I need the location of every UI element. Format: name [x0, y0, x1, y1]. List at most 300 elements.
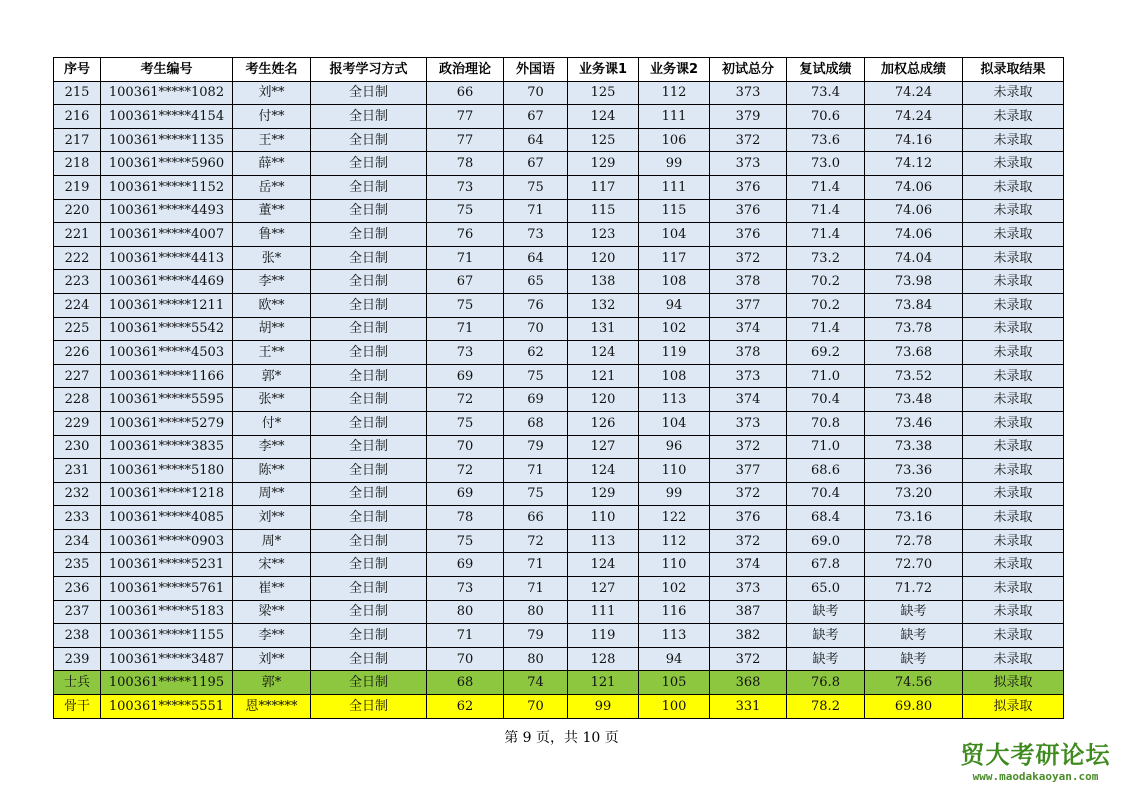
cell-candidate-id: 100361*****4493 — [101, 199, 233, 223]
cell-subject-2: 113 — [639, 624, 710, 648]
cell-candidate-name: 陈** — [233, 459, 311, 483]
cell-serial: 218 — [54, 152, 101, 176]
cell-subject-1: 132 — [568, 293, 639, 317]
cell-foreign-language: 70 — [504, 81, 568, 105]
header-row — [54, 58, 1064, 82]
cell-serial: 227 — [54, 364, 101, 388]
cell-subject-1: 124 — [568, 341, 639, 365]
cell-foreign-language: 74 — [504, 671, 568, 695]
cell-serial: 219 — [54, 175, 101, 199]
header-candidate-name: 考生姓名 — [233, 58, 311, 82]
header-initial-total: 初试总分 — [710, 58, 787, 82]
cell-politics: 77 — [427, 128, 504, 152]
cell-subject-1: 121 — [568, 364, 639, 388]
cell-candidate-name: 薛** — [233, 152, 311, 176]
cell-subject-2: 116 — [639, 600, 710, 624]
cell-candidate-name: 崔** — [233, 577, 311, 601]
cell-weighted-total: 74.06 — [865, 199, 963, 223]
cell-candidate-name: 王** — [233, 341, 311, 365]
cell-retest-score: 70.2 — [787, 293, 865, 317]
cell-candidate-name: 李** — [233, 270, 311, 294]
cell-candidate-id: 100361*****5231 — [101, 553, 233, 577]
cell-foreign-language: 73 — [504, 223, 568, 247]
cell-candidate-id: 100361*****5180 — [101, 459, 233, 483]
cell-candidate-name: 李** — [233, 435, 311, 459]
cell-admission-result: 未录取 — [963, 175, 1064, 199]
cell-candidate-id: 100361*****3835 — [101, 435, 233, 459]
cell-study-mode: 全日制 — [311, 624, 427, 648]
table-row — [54, 506, 1064, 530]
cell-study-mode: 全日制 — [311, 105, 427, 129]
cell-admission-result: 未录取 — [963, 364, 1064, 388]
table-row — [54, 128, 1064, 152]
cell-initial-total: 374 — [710, 553, 787, 577]
cell-initial-total: 377 — [710, 459, 787, 483]
cell-politics: 69 — [427, 364, 504, 388]
cell-candidate-id: 100361*****1155 — [101, 624, 233, 648]
cell-study-mode: 全日制 — [311, 529, 427, 553]
header-retest-score: 复试成绩 — [787, 58, 865, 82]
cell-serial: 216 — [54, 105, 101, 129]
cell-initial-total: 376 — [710, 506, 787, 530]
table-row — [54, 624, 1064, 648]
cell-serial: 231 — [54, 459, 101, 483]
cell-admission-result: 未录取 — [963, 647, 1064, 671]
cell-politics: 66 — [427, 81, 504, 105]
cell-candidate-id: 100361*****5183 — [101, 600, 233, 624]
cell-study-mode: 全日制 — [311, 270, 427, 294]
cell-candidate-id: 100361*****4085 — [101, 506, 233, 530]
cell-retest-score: 71.4 — [787, 199, 865, 223]
cell-candidate-id: 100361*****5542 — [101, 317, 233, 341]
cell-admission-result: 未录取 — [963, 199, 1064, 223]
header-weighted-total: 加权总成绩 — [865, 58, 963, 82]
cell-retest-score: 73.2 — [787, 246, 865, 270]
cell-politics: 73 — [427, 341, 504, 365]
cell-subject-2: 108 — [639, 270, 710, 294]
cell-retest-score: 71.4 — [787, 317, 865, 341]
cell-foreign-language: 80 — [504, 647, 568, 671]
cell-retest-score: 73.6 — [787, 128, 865, 152]
cell-serial: 士兵 — [54, 671, 101, 695]
cell-admission-result: 未录取 — [963, 624, 1064, 648]
table-row — [54, 435, 1064, 459]
cell-retest-score: 67.8 — [787, 553, 865, 577]
cell-politics: 77 — [427, 105, 504, 129]
cell-foreign-language: 79 — [504, 624, 568, 648]
cell-retest-score: 70.4 — [787, 482, 865, 506]
cell-weighted-total: 73.38 — [865, 435, 963, 459]
table-row — [54, 482, 1064, 506]
cell-retest-score: 缺考 — [787, 647, 865, 671]
cell-serial: 238 — [54, 624, 101, 648]
header-foreign-language: 外国语 — [504, 58, 568, 82]
cell-subject-1: 123 — [568, 223, 639, 247]
cell-politics: 75 — [427, 529, 504, 553]
table-row — [54, 175, 1064, 199]
table-row — [54, 459, 1064, 483]
table-row — [54, 695, 1064, 719]
cell-candidate-id: 100361*****4413 — [101, 246, 233, 270]
cell-admission-result: 未录取 — [963, 600, 1064, 624]
cell-foreign-language: 79 — [504, 435, 568, 459]
cell-initial-total: 372 — [710, 246, 787, 270]
cell-admission-result: 拟录取 — [963, 671, 1064, 695]
cell-politics: 72 — [427, 388, 504, 412]
cell-candidate-id: 100361*****1195 — [101, 671, 233, 695]
cell-politics: 70 — [427, 435, 504, 459]
cell-foreign-language: 71 — [504, 553, 568, 577]
cell-initial-total: 372 — [710, 482, 787, 506]
cell-subject-1: 124 — [568, 553, 639, 577]
cell-initial-total: 372 — [710, 435, 787, 459]
cell-politics: 69 — [427, 553, 504, 577]
header-study-mode: 报考学习方式 — [311, 58, 427, 82]
cell-retest-score: 70.4 — [787, 388, 865, 412]
cell-candidate-name: 周** — [233, 482, 311, 506]
cell-initial-total: 377 — [710, 293, 787, 317]
cell-subject-1: 125 — [568, 81, 639, 105]
cell-foreign-language: 76 — [504, 293, 568, 317]
cell-retest-score: 71.4 — [787, 175, 865, 199]
cell-study-mode: 全日制 — [311, 317, 427, 341]
cell-study-mode: 全日制 — [311, 577, 427, 601]
cell-politics: 68 — [427, 671, 504, 695]
cell-foreign-language: 80 — [504, 600, 568, 624]
cell-initial-total: 374 — [710, 388, 787, 412]
cell-subject-2: 102 — [639, 317, 710, 341]
cell-initial-total: 373 — [710, 81, 787, 105]
cell-retest-score: 缺考 — [787, 624, 865, 648]
cell-admission-result: 未录取 — [963, 553, 1064, 577]
cell-serial: 225 — [54, 317, 101, 341]
cell-candidate-name: 梁** — [233, 600, 311, 624]
cell-candidate-id: 100361*****1082 — [101, 81, 233, 105]
cell-admission-result: 未录取 — [963, 246, 1064, 270]
cell-subject-2: 96 — [639, 435, 710, 459]
cell-retest-score: 69.2 — [787, 341, 865, 365]
cell-serial: 229 — [54, 411, 101, 435]
cell-serial: 236 — [54, 577, 101, 601]
cell-initial-total: 372 — [710, 529, 787, 553]
cell-subject-2: 104 — [639, 223, 710, 247]
cell-subject-1: 111 — [568, 600, 639, 624]
cell-politics: 73 — [427, 175, 504, 199]
cell-politics: 80 — [427, 600, 504, 624]
cell-subject-1: 138 — [568, 270, 639, 294]
cell-study-mode: 全日制 — [311, 175, 427, 199]
cell-initial-total: 368 — [710, 671, 787, 695]
cell-politics: 70 — [427, 647, 504, 671]
cell-candidate-id: 100361*****1211 — [101, 293, 233, 317]
cell-candidate-name: 付* — [233, 411, 311, 435]
table-row — [54, 293, 1064, 317]
cell-study-mode: 全日制 — [311, 600, 427, 624]
cell-serial: 237 — [54, 600, 101, 624]
cell-study-mode: 全日制 — [311, 341, 427, 365]
cell-weighted-total: 71.72 — [865, 577, 963, 601]
cell-weighted-total: 73.48 — [865, 388, 963, 412]
header-serial: 序号 — [54, 58, 101, 82]
cell-admission-result: 未录取 — [963, 388, 1064, 412]
cell-initial-total: 373 — [710, 152, 787, 176]
cell-weighted-total: 72.70 — [865, 553, 963, 577]
cell-politics: 72 — [427, 459, 504, 483]
cell-politics: 75 — [427, 199, 504, 223]
cell-candidate-name: 李** — [233, 624, 311, 648]
cell-admission-result: 未录取 — [963, 482, 1064, 506]
cell-serial: 223 — [54, 270, 101, 294]
cell-serial: 228 — [54, 388, 101, 412]
cell-politics: 73 — [427, 577, 504, 601]
cell-study-mode: 全日制 — [311, 128, 427, 152]
cell-initial-total: 373 — [710, 577, 787, 601]
cell-foreign-language: 67 — [504, 152, 568, 176]
cell-subject-2: 112 — [639, 529, 710, 553]
cell-admission-result: 未录取 — [963, 435, 1064, 459]
cell-candidate-name: 郭* — [233, 364, 311, 388]
cell-weighted-total: 74.24 — [865, 81, 963, 105]
cell-subject-2: 94 — [639, 647, 710, 671]
cell-candidate-id: 100361*****3487 — [101, 647, 233, 671]
cell-candidate-id: 100361*****1166 — [101, 364, 233, 388]
table-row — [54, 341, 1064, 365]
cell-foreign-language: 65 — [504, 270, 568, 294]
cell-admission-result: 未录取 — [963, 223, 1064, 247]
cell-retest-score: 76.8 — [787, 671, 865, 695]
cell-subject-1: 115 — [568, 199, 639, 223]
cell-admission-result: 未录取 — [963, 411, 1064, 435]
watermark-url: www.maodakaoyan.com — [972, 770, 1099, 783]
cell-initial-total: 373 — [710, 411, 787, 435]
cell-serial: 221 — [54, 223, 101, 247]
cell-study-mode: 全日制 — [311, 411, 427, 435]
cell-study-mode: 全日制 — [311, 293, 427, 317]
cell-candidate-name: 刘** — [233, 506, 311, 530]
cell-subject-2: 113 — [639, 388, 710, 412]
cell-weighted-total: 74.04 — [865, 246, 963, 270]
cell-foreign-language: 70 — [504, 695, 568, 719]
cell-initial-total: 376 — [710, 223, 787, 247]
cell-subject-2: 108 — [639, 364, 710, 388]
cell-subject-1: 124 — [568, 459, 639, 483]
cell-candidate-name: 张* — [233, 246, 311, 270]
cell-admission-result: 未录取 — [963, 152, 1064, 176]
cell-initial-total: 376 — [710, 175, 787, 199]
cell-candidate-name: 岳** — [233, 175, 311, 199]
cell-subject-2: 104 — [639, 411, 710, 435]
cell-retest-score: 78.2 — [787, 695, 865, 719]
header-admission-result: 拟录取结果 — [963, 58, 1064, 82]
header-politics: 政治理论 — [427, 58, 504, 82]
cell-admission-result: 未录取 — [963, 81, 1064, 105]
cell-subject-1: 99 — [568, 695, 639, 719]
cell-serial: 232 — [54, 482, 101, 506]
header-candidate-id: 考生编号 — [101, 58, 233, 82]
cell-subject-1: 117 — [568, 175, 639, 199]
table-row — [54, 105, 1064, 129]
cell-initial-total: 376 — [710, 199, 787, 223]
cell-candidate-id: 100361*****1218 — [101, 482, 233, 506]
cell-subject-2: 115 — [639, 199, 710, 223]
cell-candidate-id: 100361*****4469 — [101, 270, 233, 294]
cell-subject-1: 125 — [568, 128, 639, 152]
cell-retest-score: 缺考 — [787, 600, 865, 624]
cell-politics: 67 — [427, 270, 504, 294]
cell-politics: 75 — [427, 411, 504, 435]
cell-retest-score: 70.2 — [787, 270, 865, 294]
cell-study-mode: 全日制 — [311, 459, 427, 483]
cell-subject-1: 113 — [568, 529, 639, 553]
cell-candidate-name: 欧** — [233, 293, 311, 317]
cell-initial-total: 373 — [710, 364, 787, 388]
table-row — [54, 246, 1064, 270]
cell-study-mode: 全日制 — [311, 246, 427, 270]
cell-subject-2: 99 — [639, 482, 710, 506]
cell-politics: 62 — [427, 695, 504, 719]
cell-serial: 骨干 — [54, 695, 101, 719]
table-row — [54, 199, 1064, 223]
cell-subject-2: 117 — [639, 246, 710, 270]
cell-initial-total: 382 — [710, 624, 787, 648]
cell-weighted-total: 74.12 — [865, 152, 963, 176]
cell-admission-result: 未录取 — [963, 128, 1064, 152]
cell-initial-total: 387 — [710, 600, 787, 624]
cell-study-mode: 全日制 — [311, 364, 427, 388]
cell-admission-result: 未录取 — [963, 529, 1064, 553]
cell-subject-2: 110 — [639, 553, 710, 577]
cell-serial: 215 — [54, 81, 101, 105]
cell-foreign-language: 71 — [504, 577, 568, 601]
cell-study-mode: 全日制 — [311, 223, 427, 247]
cell-study-mode: 全日制 — [311, 482, 427, 506]
cell-subject-2: 112 — [639, 81, 710, 105]
cell-subject-2: 102 — [639, 577, 710, 601]
cell-candidate-name: 张** — [233, 388, 311, 412]
cell-foreign-language: 62 — [504, 341, 568, 365]
cell-foreign-language: 68 — [504, 411, 568, 435]
cell-subject-2: 111 — [639, 105, 710, 129]
cell-politics: 78 — [427, 506, 504, 530]
cell-serial: 224 — [54, 293, 101, 317]
cell-serial: 226 — [54, 341, 101, 365]
cell-weighted-total: 73.52 — [865, 364, 963, 388]
cell-study-mode: 全日制 — [311, 553, 427, 577]
cell-foreign-language: 75 — [504, 175, 568, 199]
table-row — [54, 270, 1064, 294]
cell-foreign-language: 69 — [504, 388, 568, 412]
cell-study-mode: 全日制 — [311, 388, 427, 412]
cell-candidate-id: 100361*****0903 — [101, 529, 233, 553]
cell-study-mode: 全日制 — [311, 152, 427, 176]
cell-candidate-id: 100361*****1152 — [101, 175, 233, 199]
cell-politics: 71 — [427, 246, 504, 270]
cell-weighted-total: 73.78 — [865, 317, 963, 341]
watermark-title: 贸大考研论坛 — [960, 741, 1111, 769]
cell-subject-1: 129 — [568, 482, 639, 506]
cell-subject-2: 111 — [639, 175, 710, 199]
cell-initial-total: 378 — [710, 341, 787, 365]
cell-study-mode: 全日制 — [311, 506, 427, 530]
table-row — [54, 364, 1064, 388]
table-row — [54, 223, 1064, 247]
cell-subject-2: 119 — [639, 341, 710, 365]
cell-subject-2: 100 — [639, 695, 710, 719]
cell-subject-2: 106 — [639, 128, 710, 152]
cell-foreign-language: 66 — [504, 506, 568, 530]
cell-candidate-name: 周* — [233, 529, 311, 553]
cell-study-mode: 全日制 — [311, 435, 427, 459]
cell-weighted-total: 73.68 — [865, 341, 963, 365]
cell-study-mode: 全日制 — [311, 647, 427, 671]
cell-subject-2: 110 — [639, 459, 710, 483]
table-row — [54, 317, 1064, 341]
cell-admission-result: 拟录取 — [963, 695, 1064, 719]
cell-initial-total: 379 — [710, 105, 787, 129]
table-row — [54, 600, 1064, 624]
cell-subject-1: 128 — [568, 647, 639, 671]
cell-candidate-id: 100361*****5551 — [101, 695, 233, 719]
cell-serial: 217 — [54, 128, 101, 152]
table-row — [54, 529, 1064, 553]
cell-foreign-language: 72 — [504, 529, 568, 553]
cell-candidate-id: 100361*****4007 — [101, 223, 233, 247]
header-subject-2: 业务课2 — [639, 58, 710, 82]
cell-subject-1: 131 — [568, 317, 639, 341]
cell-serial: 235 — [54, 553, 101, 577]
cell-retest-score: 65.0 — [787, 577, 865, 601]
cell-candidate-name: 刘** — [233, 647, 311, 671]
cell-weighted-total: 缺考 — [865, 600, 963, 624]
cell-initial-total: 372 — [710, 647, 787, 671]
cell-subject-1: 126 — [568, 411, 639, 435]
cell-retest-score: 71.0 — [787, 364, 865, 388]
cell-admission-result: 未录取 — [963, 293, 1064, 317]
cell-politics: 76 — [427, 223, 504, 247]
cell-retest-score: 70.6 — [787, 105, 865, 129]
cell-politics: 75 — [427, 293, 504, 317]
cell-retest-score: 70.8 — [787, 411, 865, 435]
cell-candidate-name: 恩****** — [233, 695, 311, 719]
cell-subject-1: 127 — [568, 435, 639, 459]
cell-candidate-id: 100361*****5761 — [101, 577, 233, 601]
cell-serial: 222 — [54, 246, 101, 270]
cell-candidate-id: 100361*****4154 — [101, 105, 233, 129]
cell-retest-score: 69.0 — [787, 529, 865, 553]
cell-study-mode: 全日制 — [311, 81, 427, 105]
cell-serial: 220 — [54, 199, 101, 223]
cell-retest-score: 68.6 — [787, 459, 865, 483]
cell-foreign-language: 64 — [504, 246, 568, 270]
cell-politics: 71 — [427, 317, 504, 341]
cell-subject-2: 99 — [639, 152, 710, 176]
table-row — [54, 553, 1064, 577]
cell-candidate-id: 100361*****5960 — [101, 152, 233, 176]
table-row — [54, 671, 1064, 695]
cell-subject-1: 121 — [568, 671, 639, 695]
cell-weighted-total: 73.84 — [865, 293, 963, 317]
cell-admission-result: 未录取 — [963, 459, 1064, 483]
cell-foreign-language: 70 — [504, 317, 568, 341]
cell-foreign-language: 75 — [504, 482, 568, 506]
cell-admission-result: 未录取 — [963, 270, 1064, 294]
cell-retest-score: 71.0 — [787, 435, 865, 459]
cell-subject-1: 120 — [568, 246, 639, 270]
cell-candidate-name: 胡** — [233, 317, 311, 341]
cell-candidate-name: 付** — [233, 105, 311, 129]
cell-weighted-total: 74.06 — [865, 223, 963, 247]
cell-candidate-name: 董** — [233, 199, 311, 223]
